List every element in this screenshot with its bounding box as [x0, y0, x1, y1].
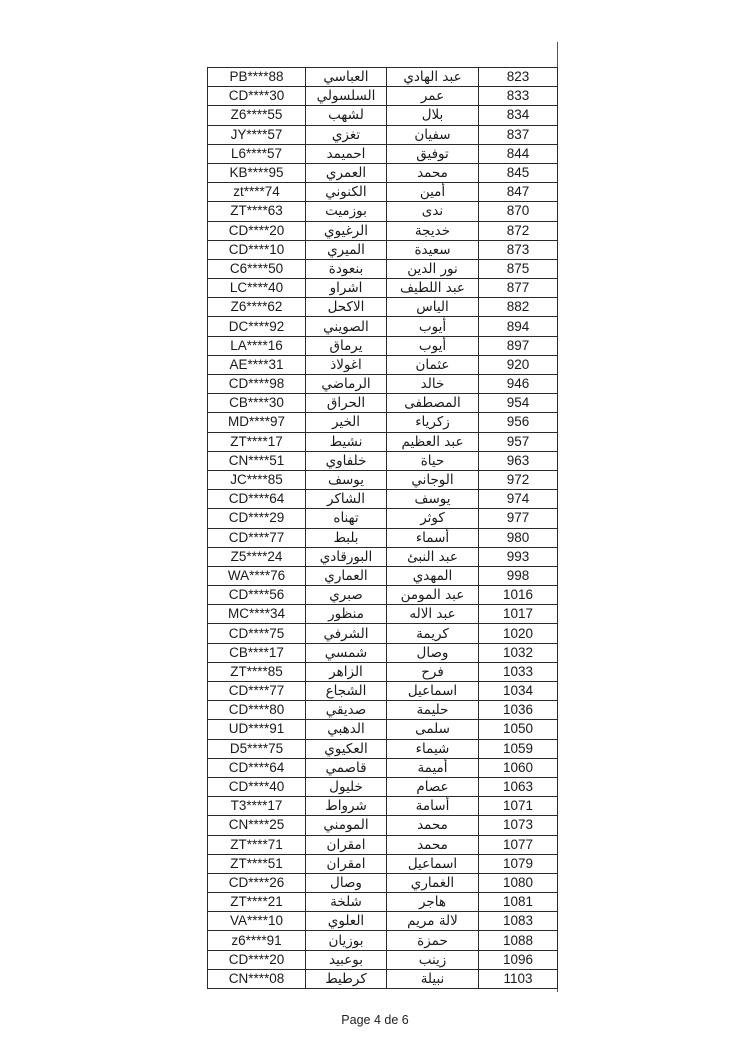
code-cell: T3****17 [208, 797, 306, 816]
last-name-cell: السلسولي [306, 87, 387, 106]
last-name-cell: يرماق [306, 336, 387, 355]
table-row [208, 643, 558, 662]
code-cell: PB****88 [208, 68, 306, 87]
number-cell: 845 [479, 163, 558, 182]
last-name-cell: تهناه [306, 509, 387, 528]
table-row [208, 202, 558, 221]
first-name-cell: المصطفى [387, 394, 479, 413]
code-cell: CD****20 [208, 950, 306, 969]
number-cell: 980 [479, 528, 558, 547]
number-cell: 837 [479, 125, 558, 144]
last-name-cell: العماري [306, 566, 387, 585]
table-row [208, 413, 558, 432]
table-row [208, 701, 558, 720]
last-name-cell: الشرفي [306, 624, 387, 643]
number-cell: 1036 [479, 701, 558, 720]
table-row [208, 451, 558, 470]
number-cell: 1032 [479, 643, 558, 662]
last-name-cell: شرواط [306, 797, 387, 816]
code-cell: ZT****17 [208, 432, 306, 451]
number-cell: 963 [479, 451, 558, 470]
number-cell: 1020 [479, 624, 558, 643]
first-name-cell: يوسف [387, 490, 479, 509]
first-name-cell: حياة [387, 451, 479, 470]
last-name-cell: الرماضي [306, 375, 387, 394]
first-name-cell: المهدي [387, 566, 479, 585]
code-cell: LA****16 [208, 336, 306, 355]
table-row [208, 950, 558, 969]
code-cell: CD****30 [208, 87, 306, 106]
last-name-cell: لشهب [306, 106, 387, 125]
last-name-cell: خلفاوي [306, 451, 387, 470]
first-name-cell: عبد النبئ [387, 547, 479, 566]
first-name-cell: حليمة [387, 701, 479, 720]
table-row [208, 682, 558, 701]
first-name-cell: أسماء [387, 528, 479, 547]
number-cell: 1060 [479, 758, 558, 777]
first-name-cell: لالة مريم [387, 912, 479, 931]
first-name-cell: الوجاني [387, 470, 479, 489]
code-cell: CD****64 [208, 490, 306, 509]
code-cell: CD****20 [208, 221, 306, 240]
table-row [208, 144, 558, 163]
code-cell: Z5****24 [208, 547, 306, 566]
code-cell: z6****91 [208, 931, 306, 950]
code-cell: MC****34 [208, 605, 306, 624]
last-name-cell: قاصمي [306, 758, 387, 777]
code-cell: L6****57 [208, 144, 306, 163]
table-row [208, 912, 558, 931]
table-row [208, 969, 558, 988]
code-cell: Z6****55 [208, 106, 306, 125]
code-cell: CD****77 [208, 682, 306, 701]
code-cell: CD****64 [208, 758, 306, 777]
last-name-cell: صبري [306, 586, 387, 605]
table-row [208, 566, 558, 585]
table-row [208, 777, 558, 796]
last-name-cell: بوعبيد [306, 950, 387, 969]
last-name-cell: خليول [306, 777, 387, 796]
number-cell: 1050 [479, 720, 558, 739]
last-name-cell: الكنوني [306, 183, 387, 202]
table-row [208, 854, 558, 873]
number-cell: 1016 [479, 586, 558, 605]
table-row [208, 221, 558, 240]
number-cell: 1096 [479, 950, 558, 969]
last-name-cell: العمري [306, 163, 387, 182]
first-name-cell: اسماعيل [387, 854, 479, 873]
number-cell: 972 [479, 470, 558, 489]
code-cell: zt****74 [208, 183, 306, 202]
code-cell: D5****75 [208, 739, 306, 758]
code-cell: CD****29 [208, 509, 306, 528]
number-cell: 894 [479, 317, 558, 336]
code-cell: CD****75 [208, 624, 306, 643]
number-cell: 1073 [479, 816, 558, 835]
page-number: Page 4 de 6 [341, 1013, 409, 1027]
results-table-body [208, 68, 558, 989]
number-cell: 1080 [479, 873, 558, 892]
table-row [208, 797, 558, 816]
number-cell: 873 [479, 240, 558, 259]
number-cell: 1083 [479, 912, 558, 931]
number-cell: 954 [479, 394, 558, 413]
code-cell: CD****56 [208, 586, 306, 605]
first-name-cell: حمزة [387, 931, 479, 950]
code-cell: Z6****62 [208, 298, 306, 317]
first-name-cell: زكرياء [387, 413, 479, 432]
code-cell: AE****31 [208, 355, 306, 374]
table-row [208, 816, 558, 835]
first-name-cell: فرح [387, 662, 479, 681]
first-name-cell: عصام [387, 777, 479, 796]
first-name-cell: كريمة [387, 624, 479, 643]
table-row [208, 758, 558, 777]
number-cell: 877 [479, 279, 558, 298]
table-row [208, 240, 558, 259]
first-name-cell: عبد الاله [387, 605, 479, 624]
first-name-cell: محمد [387, 816, 479, 835]
table-row [208, 605, 558, 624]
first-name-cell: خالد [387, 375, 479, 394]
first-name-cell: عثمان [387, 355, 479, 374]
last-name-cell: الميري [306, 240, 387, 259]
number-cell: 823 [479, 68, 558, 87]
last-name-cell: المومني [306, 816, 387, 835]
table-row [208, 835, 558, 854]
code-cell: DC****92 [208, 317, 306, 336]
first-name-cell: أمين [387, 183, 479, 202]
code-cell: JY****57 [208, 125, 306, 144]
number-cell: 1077 [479, 835, 558, 854]
last-name-cell: العكيوي [306, 739, 387, 758]
first-name-cell: الغماري [387, 873, 479, 892]
number-cell: 1033 [479, 662, 558, 681]
first-name-cell: توفيق [387, 144, 479, 163]
first-name-cell: أيوب [387, 336, 479, 355]
last-name-cell: نشيط [306, 432, 387, 451]
last-name-cell: بوزميت [306, 202, 387, 221]
first-name-cell: عبد العظيم [387, 432, 479, 451]
number-cell: 870 [479, 202, 558, 221]
number-cell: 847 [479, 183, 558, 202]
table-row [208, 183, 558, 202]
number-cell: 1081 [479, 893, 558, 912]
table-row [208, 720, 558, 739]
code-cell: LC****40 [208, 279, 306, 298]
table-row [208, 68, 558, 87]
code-cell: UD****91 [208, 720, 306, 739]
table-row [208, 125, 558, 144]
last-name-cell: الخير [306, 413, 387, 432]
number-cell: 993 [479, 547, 558, 566]
first-name-cell: نور الدين [387, 259, 479, 278]
code-cell: CN****51 [208, 451, 306, 470]
last-name-cell: الحراق [306, 394, 387, 413]
code-cell: CB****30 [208, 394, 306, 413]
code-cell: WA****76 [208, 566, 306, 585]
table-row [208, 355, 558, 374]
last-name-cell: شمسي [306, 643, 387, 662]
first-name-cell: ندى [387, 202, 479, 221]
table-row [208, 259, 558, 278]
table-row [208, 298, 558, 317]
last-name-cell: البورقادي [306, 547, 387, 566]
last-name-cell: الزاهر [306, 662, 387, 681]
code-cell: VA****10 [208, 912, 306, 931]
table-row [208, 662, 558, 681]
first-name-cell: عبد الهادي [387, 68, 479, 87]
table-row [208, 509, 558, 528]
table-row [208, 893, 558, 912]
number-cell: 875 [479, 259, 558, 278]
code-cell: CD****40 [208, 777, 306, 796]
table-row [208, 547, 558, 566]
last-name-cell: تغزي [306, 125, 387, 144]
last-name-cell: بوزيان [306, 931, 387, 950]
last-name-cell: يوسف [306, 470, 387, 489]
number-cell: 897 [479, 336, 558, 355]
last-name-cell: الشجاع [306, 682, 387, 701]
last-name-cell: احميمد [306, 144, 387, 163]
table-row [208, 87, 558, 106]
number-cell: 956 [479, 413, 558, 432]
code-cell: CN****25 [208, 816, 306, 835]
first-name-cell: أسامة [387, 797, 479, 816]
last-name-cell: الدهبي [306, 720, 387, 739]
table-row [208, 432, 558, 451]
last-name-cell: امقران [306, 835, 387, 854]
last-name-cell: بنعودة [306, 259, 387, 278]
last-name-cell: بلبط [306, 528, 387, 547]
number-cell: 946 [479, 375, 558, 394]
number-cell: 920 [479, 355, 558, 374]
first-name-cell: أميمة [387, 758, 479, 777]
last-name-cell: اشراو [306, 279, 387, 298]
last-name-cell: الاكحل [306, 298, 387, 317]
last-name-cell: العباسي [306, 68, 387, 87]
number-cell: 1063 [479, 777, 558, 796]
last-name-cell: وصال [306, 873, 387, 892]
last-name-cell: الصويني [306, 317, 387, 336]
table-row [208, 739, 558, 758]
code-cell: CD****26 [208, 873, 306, 892]
code-cell: CN****08 [208, 969, 306, 988]
code-cell: MD****97 [208, 413, 306, 432]
first-name-cell: عبد المومن [387, 586, 479, 605]
table-row [208, 931, 558, 950]
last-name-cell: صديقي [306, 701, 387, 720]
first-name-cell: وصال [387, 643, 479, 662]
number-cell: 1103 [479, 969, 558, 988]
first-name-cell: أيوب [387, 317, 479, 336]
table-row [208, 490, 558, 509]
first-name-cell: هاجر [387, 893, 479, 912]
table-row [208, 317, 558, 336]
first-name-cell: الياس [387, 298, 479, 317]
first-name-cell: عمر [387, 87, 479, 106]
number-cell: 1059 [479, 739, 558, 758]
number-cell: 872 [479, 221, 558, 240]
table-row [208, 375, 558, 394]
number-cell: 977 [479, 509, 558, 528]
code-cell: CD****98 [208, 375, 306, 394]
table-row [208, 586, 558, 605]
first-name-cell: اسماعيل [387, 682, 479, 701]
table-row [208, 528, 558, 547]
first-name-cell: شيماء [387, 739, 479, 758]
number-cell: 844 [479, 144, 558, 163]
number-cell: 957 [479, 432, 558, 451]
number-cell: 1088 [479, 931, 558, 950]
code-cell: CB****17 [208, 643, 306, 662]
number-cell: 1079 [479, 854, 558, 873]
code-cell: CD****10 [208, 240, 306, 259]
code-cell: ZT****85 [208, 662, 306, 681]
number-cell: 882 [479, 298, 558, 317]
first-name-cell: محمد [387, 835, 479, 854]
table-row [208, 624, 558, 643]
first-name-cell: كوثر [387, 509, 479, 528]
code-cell: CD****77 [208, 528, 306, 547]
first-name-cell: عبد اللطيف [387, 279, 479, 298]
first-name-cell: سفيان [387, 125, 479, 144]
code-cell: ZT****21 [208, 893, 306, 912]
table-row [208, 163, 558, 182]
number-cell: 1034 [479, 682, 558, 701]
results-table [207, 67, 558, 989]
first-name-cell: خديجة [387, 221, 479, 240]
number-cell: 1017 [479, 605, 558, 624]
code-cell: ZT****71 [208, 835, 306, 854]
last-name-cell: امقران [306, 854, 387, 873]
first-name-cell: زينب [387, 950, 479, 969]
table-row [208, 336, 558, 355]
number-cell: 974 [479, 490, 558, 509]
code-cell: C6****50 [208, 259, 306, 278]
first-name-cell: محمد [387, 163, 479, 182]
number-cell: 833 [479, 87, 558, 106]
table-row [208, 279, 558, 298]
number-cell: 1071 [479, 797, 558, 816]
code-cell: ZT****63 [208, 202, 306, 221]
table-row [208, 106, 558, 125]
code-cell: JC****85 [208, 470, 306, 489]
first-name-cell: بلال [387, 106, 479, 125]
table-row [208, 470, 558, 489]
last-name-cell: الشاكر [306, 490, 387, 509]
table-row [208, 873, 558, 892]
last-name-cell: شلخة [306, 893, 387, 912]
last-name-cell: اغولاذ [306, 355, 387, 374]
last-name-cell: الرغيوي [306, 221, 387, 240]
code-cell: KB****95 [208, 163, 306, 182]
last-name-cell: منظور [306, 605, 387, 624]
first-name-cell: نبيلة [387, 969, 479, 988]
first-name-cell: سعيدة [387, 240, 479, 259]
number-cell: 834 [479, 106, 558, 125]
last-name-cell: كرطيط [306, 969, 387, 988]
code-cell: ZT****51 [208, 854, 306, 873]
table-row [208, 394, 558, 413]
code-cell: CD****80 [208, 701, 306, 720]
last-name-cell: العلوي [306, 912, 387, 931]
first-name-cell: سلمى [387, 720, 479, 739]
number-cell: 998 [479, 566, 558, 585]
